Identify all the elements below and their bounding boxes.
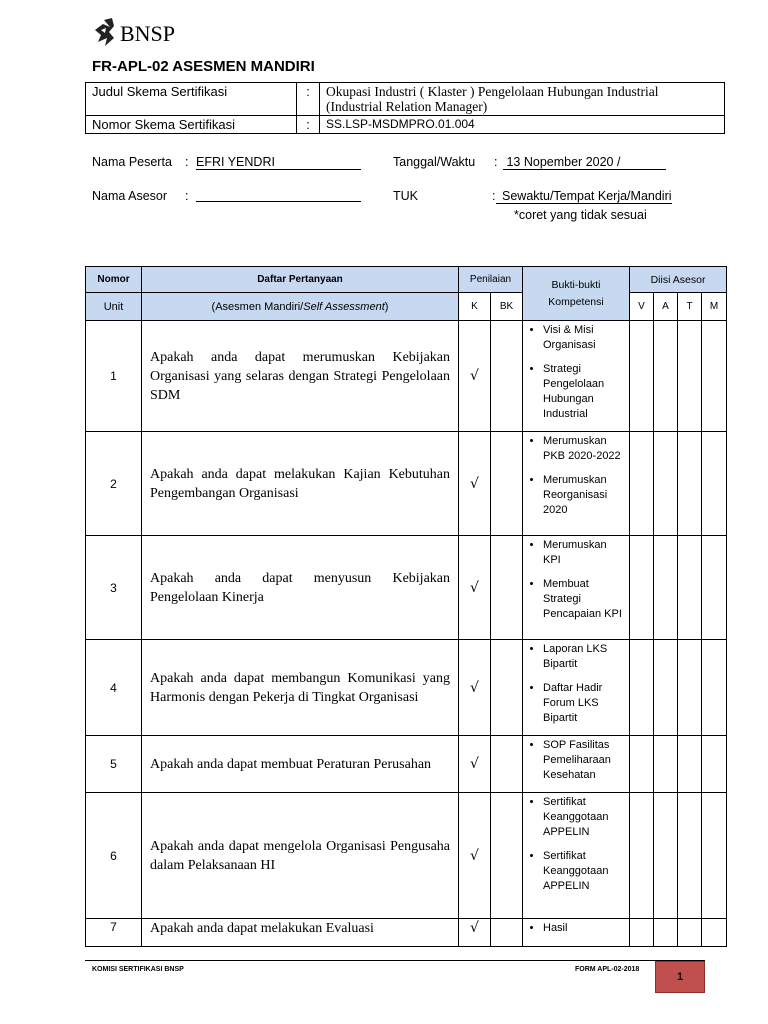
assessor-m-cell[interactable] bbox=[702, 321, 727, 432]
bk-check-cell[interactable] bbox=[491, 432, 523, 536]
assessor-v-cell[interactable] bbox=[630, 793, 654, 919]
bk-check-cell[interactable] bbox=[491, 919, 523, 947]
header-m: M bbox=[702, 293, 727, 321]
question-row bbox=[86, 640, 727, 736]
evidence-cell bbox=[523, 919, 630, 947]
assessor-a-cell[interactable] bbox=[654, 736, 678, 793]
header-penilaian: Penilaian bbox=[459, 267, 523, 293]
evidence-cell bbox=[523, 793, 630, 919]
scheme-number-value: SS.LSP-MSDMPRO.01.004 bbox=[320, 116, 725, 134]
evidence-item: • Hasil bbox=[543, 921, 627, 936]
question-text: Apakah anda dapat membangun Komunikasi yang Harmonis dengan Pekerja di Tingkat Organisasi bbox=[142, 640, 459, 736]
k-check-cell[interactable]: √ bbox=[459, 793, 491, 919]
colon: : bbox=[297, 116, 320, 134]
question-row bbox=[86, 793, 727, 919]
header-unit: Unit bbox=[86, 293, 142, 321]
colon: : bbox=[494, 155, 498, 169]
header-nomor: Nomor bbox=[86, 267, 142, 293]
bk-check-cell[interactable] bbox=[491, 640, 523, 736]
assessor-m-cell[interactable] bbox=[702, 640, 727, 736]
header-v: V bbox=[630, 293, 654, 321]
logo-text: BNSP bbox=[120, 21, 176, 46]
evidence-cell bbox=[523, 736, 630, 793]
date-label: Tanggal/Waktu bbox=[393, 155, 476, 169]
unit-number: 4 bbox=[86, 640, 142, 736]
assessor-m-cell[interactable] bbox=[702, 432, 727, 536]
k-check-cell[interactable]: √ bbox=[459, 736, 491, 793]
scheme-table bbox=[85, 82, 725, 134]
assessor-name-label: Nama Asesor bbox=[92, 189, 168, 203]
page-number: 1 bbox=[655, 961, 705, 993]
form-title: FR-APL-02 ASESMEN MANDIRI bbox=[92, 58, 315, 75]
unit-number: 6 bbox=[86, 793, 142, 919]
assessor-a-cell[interactable] bbox=[654, 321, 678, 432]
evidence-item: • Merumuskan Reorganisasi 2020 bbox=[543, 473, 627, 518]
scheme-number-label: Nomor Skema Sertifikasi bbox=[86, 116, 297, 134]
unit-number: 7 bbox=[86, 919, 142, 947]
k-check-cell[interactable]: √ bbox=[459, 432, 491, 536]
evidence-cell bbox=[523, 321, 630, 432]
footer-divider bbox=[85, 960, 705, 961]
header-bk: BK bbox=[491, 293, 523, 321]
date-value: 13 Nopember 2020 / bbox=[503, 155, 666, 170]
evidence-item: • Laporan LKS Bipartit bbox=[543, 642, 627, 672]
bk-check-cell[interactable] bbox=[491, 536, 523, 640]
unit-number: 3 bbox=[86, 536, 142, 640]
question-row bbox=[86, 736, 727, 793]
assessor-v-cell[interactable] bbox=[630, 919, 654, 947]
header-questions: Daftar Pertanyaan bbox=[142, 267, 459, 293]
question-text: Apakah anda dapat merumuskan Kebijakan Organisasi yang selaras dengan Strategi Pengelolaan SDM bbox=[142, 321, 459, 432]
tuk-label: TUK bbox=[393, 189, 418, 203]
colon: : bbox=[185, 155, 189, 169]
participant-name-label: Nama Peserta bbox=[92, 155, 172, 169]
question-text: Apakah anda dapat melakukan Kajian Kebutuhan Pengembangan Organisasi bbox=[142, 432, 459, 536]
footer-form-code: FORM APL-02-2018 bbox=[575, 966, 640, 973]
question-text: Apakah anda dapat melakukan Evaluasi bbox=[142, 919, 459, 947]
assessor-a-cell[interactable] bbox=[654, 536, 678, 640]
header-t: T bbox=[678, 293, 702, 321]
assessor-a-cell[interactable] bbox=[654, 640, 678, 736]
header-k: K bbox=[459, 293, 491, 321]
assessor-t-cell[interactable] bbox=[678, 321, 702, 432]
evidence-item: • Sertifikat Keanggotaan APPELIN bbox=[543, 795, 627, 840]
header-questions-sub: (Asesmen Mandiri/Self Assessment) bbox=[142, 293, 459, 321]
assessor-m-cell[interactable] bbox=[702, 793, 727, 919]
assessor-a-cell[interactable] bbox=[654, 919, 678, 947]
bnsp-emblem-icon bbox=[92, 16, 118, 52]
colon: : bbox=[185, 189, 189, 203]
bk-check-cell[interactable] bbox=[491, 736, 523, 793]
tuk-note: *coret yang tidak sesuai bbox=[514, 208, 647, 222]
scheme-title-label: Judul Skema Sertifikasi bbox=[86, 83, 297, 116]
colon: : bbox=[492, 189, 496, 203]
evidence-item: • Merumuskan KPI bbox=[543, 538, 627, 568]
k-check-cell[interactable]: √ bbox=[459, 640, 491, 736]
bk-check-cell[interactable] bbox=[491, 321, 523, 432]
assessor-t-cell[interactable] bbox=[678, 736, 702, 793]
question-row bbox=[86, 432, 727, 536]
unit-number: 1 bbox=[86, 321, 142, 432]
k-check-cell[interactable]: √ bbox=[459, 919, 491, 947]
evidence-item: • Visi & Misi Organisasi bbox=[543, 323, 627, 353]
evidence-cell bbox=[523, 640, 630, 736]
scheme-title-line2: (Industrial Relation Manager) bbox=[326, 99, 488, 114]
evidence-item: • Membuat Strategi Pencapaian KPI bbox=[543, 577, 627, 622]
colon: : bbox=[297, 83, 320, 116]
participant-name-value: EFRI YENDRI bbox=[196, 155, 361, 170]
evidence-item: • Strategi Pengelolaan Hubungan Industrial bbox=[543, 362, 627, 422]
scheme-title-line1: Okupasi Industri ( Klaster ) Pengelolaan Hubungan Industrial bbox=[326, 84, 659, 99]
unit-number: 5 bbox=[86, 736, 142, 793]
question-row bbox=[86, 919, 727, 947]
assessor-t-cell[interactable] bbox=[678, 793, 702, 919]
k-check-cell[interactable]: √ bbox=[459, 321, 491, 432]
header-evidence: Bukti-bukti Kompetensi bbox=[523, 267, 630, 321]
assessor-t-cell[interactable] bbox=[678, 432, 702, 536]
unit-number: 2 bbox=[86, 432, 142, 536]
assessor-t-cell[interactable] bbox=[678, 536, 702, 640]
assessor-a-cell[interactable] bbox=[654, 432, 678, 536]
assessor-v-cell[interactable] bbox=[630, 321, 654, 432]
assessor-v-cell[interactable] bbox=[630, 536, 654, 640]
evidence-item: • Merumuskan PKB 2020-2022 bbox=[543, 434, 627, 464]
k-check-cell[interactable]: √ bbox=[459, 536, 491, 640]
question-row bbox=[86, 536, 727, 640]
scheme-title-value bbox=[320, 83, 725, 116]
question-row bbox=[86, 321, 727, 432]
evidence-item: • Daftar Hadir Forum LKS Bipartit bbox=[543, 681, 627, 726]
footer-left-text: KOMISI SERTIFIKASI BNSP bbox=[92, 966, 184, 973]
question-text: Apakah anda dapat mengelola Organisasi Pengusaha dalam Pelaksanaan HI bbox=[142, 793, 459, 919]
assessor-v-cell[interactable] bbox=[630, 432, 654, 536]
question-text: Apakah anda dapat menyusun Kebijakan Pengelolaan Kinerja bbox=[142, 536, 459, 640]
evidence-cell bbox=[523, 432, 630, 536]
bnsp-logo bbox=[92, 16, 175, 52]
bk-check-cell[interactable] bbox=[491, 793, 523, 919]
assessor-v-cell[interactable] bbox=[630, 736, 654, 793]
evidence-item: • SOP Fasilitas Pemeliharaan Kesehatan bbox=[543, 738, 627, 783]
evidence-item: • Sertifikat Keanggotaan APPELIN bbox=[543, 849, 627, 894]
assessor-name-value bbox=[196, 189, 361, 202]
assessor-v-cell[interactable] bbox=[630, 640, 654, 736]
header-assessor: Diisi Asesor bbox=[630, 267, 727, 293]
question-text: Apakah anda dapat membuat Peraturan Perusahan bbox=[142, 736, 459, 793]
header-a: A bbox=[654, 293, 678, 321]
tuk-value: Sewaktu/Tempat Kerja/Mandiri bbox=[496, 189, 672, 204]
assessor-t-cell[interactable] bbox=[678, 640, 702, 736]
assessor-m-cell[interactable] bbox=[702, 919, 727, 947]
evidence-cell bbox=[523, 536, 630, 640]
self-assessment-table bbox=[85, 266, 727, 947]
assessor-m-cell[interactable] bbox=[702, 536, 727, 640]
assessor-a-cell[interactable] bbox=[654, 793, 678, 919]
assessor-t-cell[interactable] bbox=[678, 919, 702, 947]
assessor-m-cell[interactable] bbox=[702, 736, 727, 793]
